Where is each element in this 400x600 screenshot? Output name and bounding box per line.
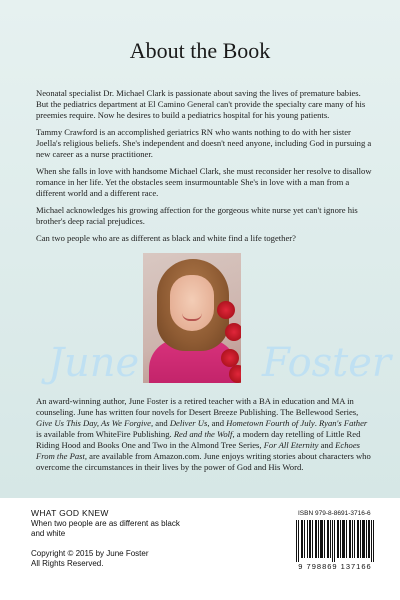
bio-text: , and	[207, 418, 227, 428]
book-title-italic: Echoes From the Past	[36, 440, 360, 461]
bio-text: , a modern day retelling of Little Red Riding Hood and Books One and Two in the Almond Tree Series,	[36, 429, 361, 450]
book-title-italic: Hometown Fourth of July	[226, 418, 315, 428]
book-title-italic: Deliver Us	[169, 418, 208, 428]
bio-text: and	[153, 418, 170, 428]
blurb-paragraph: Neonatal specialist Dr. Michael Clark is passionate about saving the lives of premature babies. But the pediatrics department at El Camino General can't provide the specialty care many of his preemies require. Now he desires to build a pediatrics hospital for his young patients.	[36, 88, 366, 120]
blurb-paragraph: Can two people who are as different as black and white find a life together?	[36, 233, 296, 243]
bio-text: .	[314, 418, 320, 428]
signature-first-name: June	[48, 340, 140, 386]
signature-last-name: Foster	[262, 340, 392, 386]
blurb-paragraph: Michael acknowledges his growing affection for the gorgeous white nurse yet can't ignore his brother's deep racial prejudices.	[36, 205, 358, 226]
book-title: WHAT GOD KNEW	[31, 508, 109, 518]
barcode-icon	[296, 520, 374, 562]
book-description	[36, 88, 372, 250]
blurb-paragraph: Tammy Crawford is an accomplished geriatrics RN who wants nothing to do with her sister Joella's religious beliefs. She's independent and doesn't need anyone, including God in pursuing a new career as a nurse practitioner.	[36, 127, 372, 159]
book-title-italic: Red and the Wolf	[173, 429, 233, 439]
book-title-italic: For All Eternity	[263, 440, 319, 450]
book-tagline: When two people are as different as black and white	[31, 519, 180, 538]
rights-notice: All Rights Reserved.	[31, 559, 104, 568]
bio-text: is available from WhiteFire Publishing.	[36, 429, 174, 439]
book-title-italic: Ryan's Father	[319, 418, 368, 428]
author-bio	[36, 396, 372, 473]
copyright-notice: Copyright © 2015 by June Foster	[31, 549, 149, 558]
bio-text: , are available from Amazon.com. June enjoys writing stories about characters who overcome the circumstances in their lives by the power of God and His Word.	[36, 451, 371, 472]
author-photo	[143, 253, 241, 383]
book-title-italic: Give Us This Day, As We Forgive,	[36, 418, 154, 428]
blurb-paragraph: When she falls in love with handsome Michael Clark, she must reconsider her resolve to disallow romance in her life. Yet the obstacles seem insurmountable She's in love with a man from a different world and a different race.	[36, 166, 372, 198]
bottom-panel	[0, 498, 400, 600]
isbn-label: ISBN 979-8-8691-3716-6	[298, 510, 371, 517]
bio-text: and	[318, 440, 336, 450]
page-title: About the Book	[129, 38, 271, 63]
copyright-block	[31, 549, 149, 569]
barcode-number: 9 798869 137166	[298, 562, 372, 571]
bio-text: An award-winning author, June Foster is a retired teacher with a BA in education and MA in counseling. June has written four novels for Desert Breeze Publishing. The Bellewood Series,	[36, 396, 359, 417]
